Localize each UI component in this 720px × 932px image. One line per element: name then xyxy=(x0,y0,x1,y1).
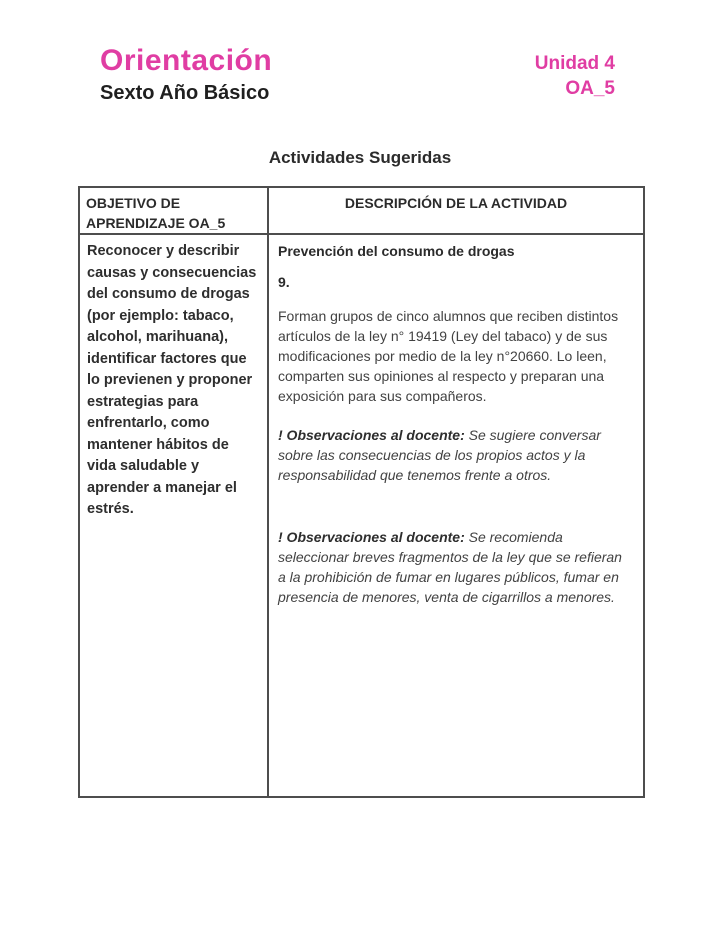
activity-paragraph: Forman grupos de cinco alumnos que reciben distintos artículos de la ley n° 19419 (Ley del tabaco) y de sus modificaciones por medio de la ley n°20660. Lo leen, comparten sus opiniones al respecto y preparan una exposición para sus compañeros. xyxy=(278,308,619,404)
teacher-observation-2 xyxy=(278,527,633,607)
activity-number: 9. xyxy=(278,274,290,290)
observation-label: ! Observaciones al docente: xyxy=(278,427,465,443)
observation-text: Se sugiere conversar sobre las consecuencias de los propios actos y la responsabilidad que tenemos frente a otros. xyxy=(278,427,601,483)
header-left-block xyxy=(100,44,272,105)
unit-label: Unidad 4 xyxy=(534,53,615,74)
column-header-objective: OBJETIVO DE APRENDIZAJE OA_5 xyxy=(80,188,269,235)
observation-label: ! Observaciones al docente: xyxy=(278,529,465,545)
objective-cell: Reconocer y describir causas y consecuencias del consumo de drogas (por ejemplo: tabaco, alcohol, marihuana), identificar factores que lo previenen y proponer estrategias para enfrentarlo, como mantener hábitos de vida saludable y aprender a manejar el estrés. xyxy=(80,235,269,796)
document-header xyxy=(100,44,615,105)
oa-code-label: OA_5 xyxy=(565,78,615,99)
description-cell xyxy=(269,235,643,796)
page-title: Actividades Sugeridas xyxy=(268,148,452,167)
subject-title: Orientación xyxy=(100,44,273,77)
activity-heading: Prevención del consumo de drogas xyxy=(278,243,515,259)
column-header-description: DESCRIPCIÓN DE LA ACTIVIDAD xyxy=(269,188,643,235)
grade-subtitle: Sexto Año Básico xyxy=(100,82,270,104)
observation-text: Se recomienda seleccionar breves fragmentos de la ley que se refieran a la prohibición de fumar en lugares públicos, fumar en presencia de menores, venta de cigarrillos a menores. xyxy=(278,529,622,605)
teacher-observation-1 xyxy=(278,425,633,485)
activities-table xyxy=(78,186,645,798)
header-right-block xyxy=(535,44,615,101)
